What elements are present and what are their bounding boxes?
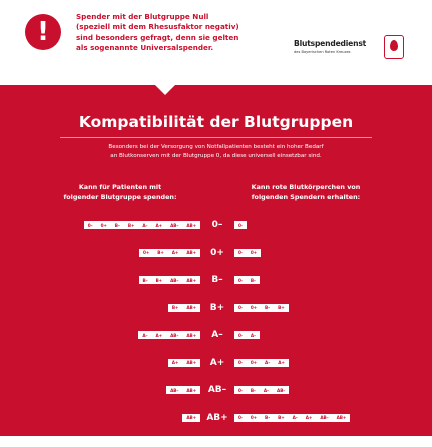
receive-from-bar [234,386,289,394]
receive-column-header [226,182,386,202]
blood-group-chip: A+ [171,360,179,365]
blood-group-chip: AB– [320,415,329,420]
blood-group-label: B+ [209,302,225,313]
donate-to-bar [168,359,200,367]
header-line: Kann für Patienten mit [78,183,162,191]
blutspendedienst-logo [294,37,406,63]
blood-group-chip: AB+ [186,250,196,255]
blood-group-chip: AB+ [186,415,196,420]
blood-group-chip: 0+ [250,250,258,255]
blood-group-chip: B+ [171,305,179,310]
notice-area [0,0,432,85]
blood-group-label: 0+ [210,247,224,258]
donate-to-bar [168,304,200,312]
donate-to-bar [84,221,200,229]
blood-group-chip: 0– [238,332,243,338]
page-title: Kompatibilität der Blutgruppen [78,113,354,131]
blood-group-chip: AB– [170,387,179,393]
blood-group-chip: A+ [171,250,179,255]
blood-group-chip: B– [250,277,256,283]
blood-group-label: AB– [207,385,227,395]
blood-drop-icon [384,35,404,59]
header-line: folgender Blutgruppe spenden: [63,193,177,201]
blood-group-chip: A– [250,332,256,338]
compatibility-row [0,412,432,426]
receive-from-bar [234,331,260,339]
blood-group-chip: 0– [238,305,243,310]
blood-group-chip: A– [292,415,298,420]
blood-group-chip: AB– [170,332,179,338]
blood-group-chip: AB+ [186,387,196,393]
blood-group-chip: B– [250,387,256,393]
logo-title: Blutspendedienst [294,39,367,48]
blood-group-chip: AB– [170,222,179,228]
blood-group-chip: 0– [238,250,243,255]
blood-group-chip: A– [142,222,148,228]
blood-group-chip: AB+ [186,305,196,310]
blood-group-chip: 0+ [100,222,107,228]
compatibility-row [0,302,432,316]
compatibility-row [0,384,432,398]
blood-group-chip: B+ [278,305,285,310]
blood-group-chip: AB+ [186,360,196,365]
compatibility-row [0,357,432,371]
bottom-strip [0,436,432,447]
logo-subtitle: des Bayerischen Roten Kreuzes [294,50,351,54]
blood-group-chip: B+ [127,222,135,228]
blood-group-chip: B– [142,277,148,283]
blood-group-chip: 0– [238,222,243,228]
blood-group-chip: B– [114,222,120,228]
speech-pointer [155,85,175,95]
notice-line: (speziell mit dem Rhesusfaktor negativ) [76,22,239,32]
receive-from-bar [234,221,247,229]
donate-to-bar [166,386,200,394]
blood-group-chip: A+ [278,360,285,365]
compatibility-row [0,247,432,261]
description [40,143,392,161]
donate-to-bar [182,414,200,422]
blood-group-chip: 0– [238,277,243,283]
notice-line: als sogenannte Universalspender. [76,43,214,53]
blood-group-chip: 0– [238,415,243,420]
title-divider [60,137,372,138]
blood-group-chip: B– [265,305,271,310]
blood-group-chip: B+ [155,277,163,283]
description-line: an Blutkonserven mit der Blutgruppe 0, da diese universell einsetzbar sind. [110,153,322,159]
blood-group-label: B– [211,275,223,285]
blood-group-chip: 0– [238,387,243,393]
blood-group-chip: AB+ [186,222,196,228]
receive-from-bar [234,276,260,284]
blood-group-label: 0– [211,220,223,230]
header-line: folgenden Spendern erhalten: [251,193,361,201]
donate-column-header [40,182,200,202]
blood-group-chip: A+ [155,222,163,228]
blood-group-chip: B+ [157,250,164,255]
blood-group-chip: 0– [238,360,243,365]
description-line: Besonders bei der Versorgung von Notfallpatienten besteht ein hoher Bedarf [108,144,324,150]
donor-notice [76,12,286,54]
exclamation-icon: ! [25,14,61,50]
blood-group-chip: 0+ [250,360,258,365]
receive-from-bar [234,359,289,367]
blood-group-chip: 0– [87,222,93,228]
blood-group-chip: 0+ [250,305,258,310]
blood-group-chip: B+ [278,415,285,420]
blood-group-chip: 0+ [250,415,258,420]
blood-group-chip: AB– [277,387,286,393]
blood-group-label: A– [211,330,223,340]
compatibility-row [0,274,432,288]
header-line: Kann rote Blutkörperchen von [251,183,361,191]
blood-group-chip: 0+ [143,250,150,255]
blood-group-chip: AB+ [186,332,196,338]
blood-group-chip: A– [265,360,271,365]
receive-from-bar [234,304,289,312]
notice-line: Spender mit der Blutgruppe Null [76,12,209,21]
receive-from-bar [234,414,350,422]
compatibility-row [0,219,432,233]
blood-group-chip: AB– [170,277,179,283]
blood-group-chip: AB+ [336,415,347,420]
donate-to-bar [139,249,200,257]
donate-to-bar [138,331,200,339]
blood-group-label: AB+ [206,412,228,423]
blood-group-chip: B– [265,415,271,420]
blood-group-chip: AB+ [186,277,196,283]
blood-group-chip: A– [263,387,270,393]
blood-group-chip: A+ [305,415,313,420]
compatibility-row [0,329,432,343]
receive-from-bar [234,249,261,257]
blood-group-chip: A– [142,332,148,338]
notice-line: sind besonders gefragt, denn sie gelten [76,32,239,42]
blood-group-chip: A+ [155,332,163,338]
blood-group-label: A+ [209,357,225,368]
donate-to-bar [139,276,201,284]
